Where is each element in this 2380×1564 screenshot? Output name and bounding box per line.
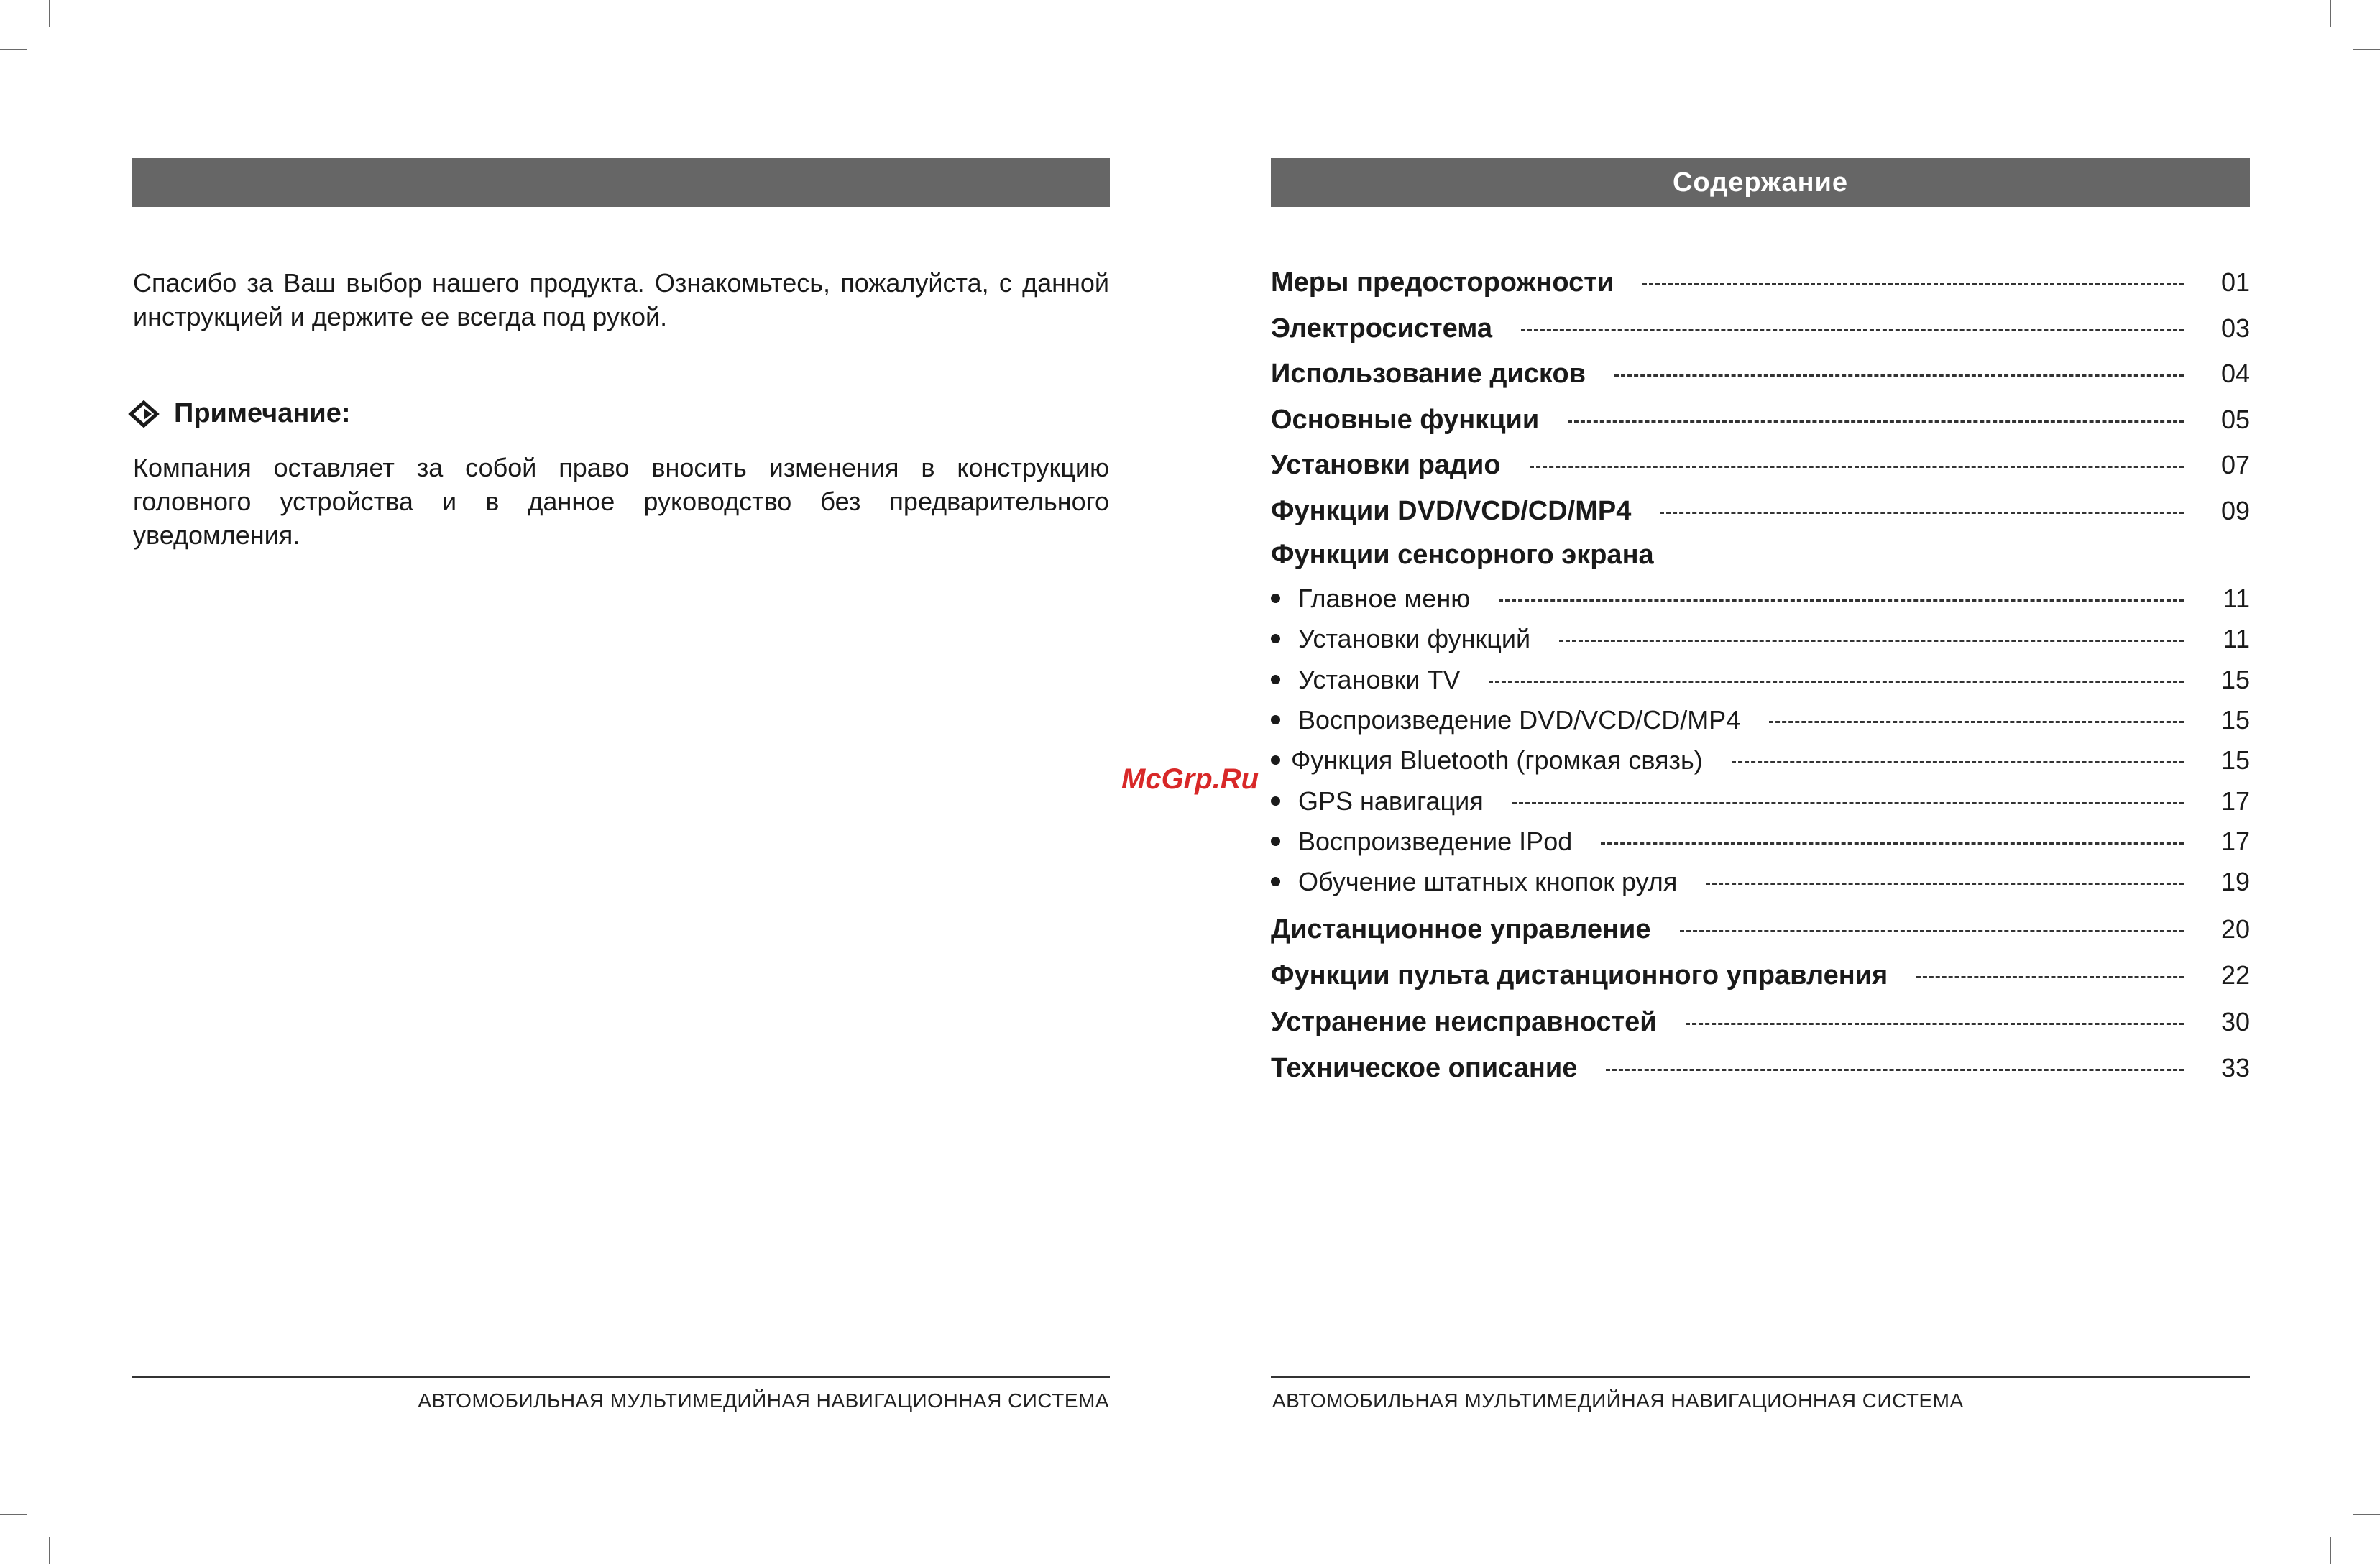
toc-entry[interactable] bbox=[1271, 402, 2250, 438]
dot-leader bbox=[1606, 1069, 2184, 1071]
toc-entry[interactable] bbox=[1271, 447, 2250, 483]
toc-entry[interactable] bbox=[1271, 356, 2250, 392]
dot-leader bbox=[1769, 721, 2184, 723]
toc-entry-title: Меры предосторожности bbox=[1271, 267, 1614, 298]
bullet-icon bbox=[1271, 796, 1280, 806]
toc-subentry-title: Воспроизведение DVD/VCD/CD/MP4 bbox=[1298, 705, 1741, 735]
crop-mark bbox=[49, 1537, 50, 1564]
toc-entry-title: Основные функции bbox=[1271, 404, 1540, 435]
dot-leader bbox=[1680, 930, 2184, 932]
diamond-arrow-icon bbox=[128, 400, 161, 428]
dot-leader bbox=[1499, 599, 2184, 602]
crop-mark bbox=[2330, 0, 2331, 27]
note-heading bbox=[128, 398, 350, 429]
bullet-icon bbox=[1271, 675, 1280, 684]
crop-mark bbox=[0, 49, 27, 50]
toc-subentry-title: Установки TV bbox=[1298, 665, 1461, 694]
toc-section-heading[interactable] bbox=[1271, 537, 2250, 573]
toc-page-number: 03 bbox=[2220, 313, 2250, 343]
bullet-icon bbox=[1271, 594, 1280, 603]
dot-leader bbox=[1706, 883, 2184, 885]
toc-entry-title: Функции DVD/VCD/CD/MP4 bbox=[1271, 495, 1632, 526]
toc-subentry-title: Установки функций bbox=[1298, 624, 1531, 653]
toc-entry[interactable] bbox=[1271, 493, 2250, 529]
crop-mark bbox=[2330, 1537, 2331, 1564]
right-footer-text: АВТОМОБИЛЬНАЯ МУЛЬТИМЕДИЙНАЯ НАВИГАЦИОННАЯ СИСТЕМА bbox=[1272, 1389, 1964, 1412]
toc-entry-title: Функции сенсорного экрана bbox=[1271, 539, 1654, 570]
toc-entry-title: Дистанционное управление bbox=[1271, 914, 1651, 944]
toc-subentry[interactable] bbox=[1271, 621, 2250, 657]
toc-page-number: 15 bbox=[2220, 745, 2250, 775]
bullet-icon bbox=[1271, 837, 1280, 846]
toc-entry-title: Функции пульта дистанционного управления bbox=[1271, 960, 1888, 990]
dot-leader bbox=[1512, 802, 2184, 804]
toc-page-number: 15 bbox=[2220, 665, 2250, 694]
toc-subentry[interactable] bbox=[1271, 864, 2250, 900]
bullet-icon bbox=[1271, 715, 1280, 724]
toc-page-number: 33 bbox=[2220, 1053, 2250, 1082]
left-header-bar bbox=[132, 158, 1110, 207]
crop-mark bbox=[2353, 49, 2380, 50]
toc-page-number: 04 bbox=[2220, 359, 2250, 388]
toc-subentry-title: GPS навигация bbox=[1298, 786, 1484, 816]
bullet-icon bbox=[1271, 755, 1280, 765]
toc-subentry[interactable] bbox=[1271, 702, 2250, 738]
toc-page-number: 11 bbox=[2223, 624, 2250, 653]
watermark-link[interactable]: McGrp.Ru bbox=[1121, 763, 1259, 795]
toc-entry[interactable] bbox=[1271, 1050, 2250, 1086]
dot-leader bbox=[1642, 283, 2184, 285]
toc-entry[interactable] bbox=[1271, 911, 2250, 947]
toc-page-number: 07 bbox=[2220, 450, 2250, 479]
toc-page-number: 09 bbox=[2220, 496, 2250, 525]
toc-page-number: 17 bbox=[2220, 827, 2250, 856]
toc-page-number: 19 bbox=[2220, 867, 2250, 896]
toc-page-number: 22 bbox=[2220, 960, 2250, 990]
toc-subentry-title: Функция Bluetooth (громкая связь) bbox=[1291, 745, 1703, 775]
toc-entry[interactable] bbox=[1271, 1004, 2250, 1040]
toc-page-number: 11 bbox=[2223, 584, 2250, 613]
dot-leader bbox=[1559, 640, 2184, 642]
toc-entry-title: Техническое описание bbox=[1271, 1052, 1578, 1083]
toc-subentry-title: Главное меню bbox=[1298, 584, 1471, 613]
left-footer-text: АВТОМОБИЛЬНАЯ МУЛЬТИМЕДИЙНАЯ НАВИГАЦИОННАЯ СИСТЕМА bbox=[418, 1389, 1109, 1412]
dot-leader bbox=[1916, 976, 2184, 978]
toc-entry[interactable] bbox=[1271, 957, 2250, 993]
toc-entry-title: Электросистема bbox=[1271, 313, 1493, 344]
toc-page-number: 20 bbox=[2220, 914, 2250, 944]
toc-page-number: 01 bbox=[2220, 267, 2250, 297]
toc-subentry[interactable] bbox=[1271, 742, 2250, 778]
toc-page-number: 15 bbox=[2220, 705, 2250, 735]
toc-subentry[interactable] bbox=[1271, 824, 2250, 860]
toc-subentry[interactable] bbox=[1271, 581, 2250, 617]
toc-entry[interactable] bbox=[1271, 310, 2250, 346]
intro-paragraph: Спасибо за Ваш выбор нашего продукта. Ознакомьтесь, пожалуйста, с данной инструкцией и держите ее всегда под рукой. bbox=[133, 268, 1109, 331]
toc-subentry[interactable] bbox=[1271, 783, 2250, 819]
right-footer-rule bbox=[1271, 1376, 2250, 1378]
note-title: Примечание: bbox=[174, 398, 351, 428]
dot-leader bbox=[1568, 420, 2184, 423]
crop-mark bbox=[49, 0, 50, 27]
crop-mark bbox=[0, 1514, 27, 1515]
toc-subentry-title: Воспроизведение IPod bbox=[1298, 827, 1573, 856]
crop-mark bbox=[2353, 1514, 2380, 1515]
toc-entry-title: Устранение неисправностей bbox=[1271, 1006, 1657, 1037]
dot-leader bbox=[1521, 329, 2184, 331]
dot-leader bbox=[1686, 1023, 2184, 1025]
table-of-contents bbox=[1271, 0, 2250, 1150]
dot-leader bbox=[1614, 374, 2184, 377]
toc-entry[interactable] bbox=[1271, 264, 2250, 300]
dot-leader bbox=[1660, 512, 2184, 514]
dot-leader bbox=[1732, 761, 2184, 763]
dot-leader bbox=[1530, 466, 2184, 468]
bullet-icon bbox=[1271, 877, 1280, 886]
toc-page-number: 05 bbox=[2220, 405, 2250, 434]
note-paragraph: Компания оставляет за собой право вносить изменения в конструкцию головного устройства и в данное руководство без предварительного уведомления. bbox=[133, 453, 1109, 550]
toc-page-number: 30 bbox=[2220, 1007, 2250, 1036]
toc-entry-title: Использование дисков bbox=[1271, 358, 1586, 389]
toc-subentry[interactable] bbox=[1271, 662, 2250, 698]
bullet-icon bbox=[1271, 634, 1280, 643]
dot-leader bbox=[1601, 842, 2184, 845]
toc-entry-title: Установки радио bbox=[1271, 449, 1501, 480]
left-footer-rule bbox=[132, 1376, 1110, 1378]
toc-page-number: 17 bbox=[2220, 786, 2250, 816]
dot-leader bbox=[1489, 681, 2184, 683]
contents-title: Содержание bbox=[1672, 167, 1849, 198]
toc-subentry-title: Обучение штатных кнопок руля bbox=[1298, 867, 1678, 896]
